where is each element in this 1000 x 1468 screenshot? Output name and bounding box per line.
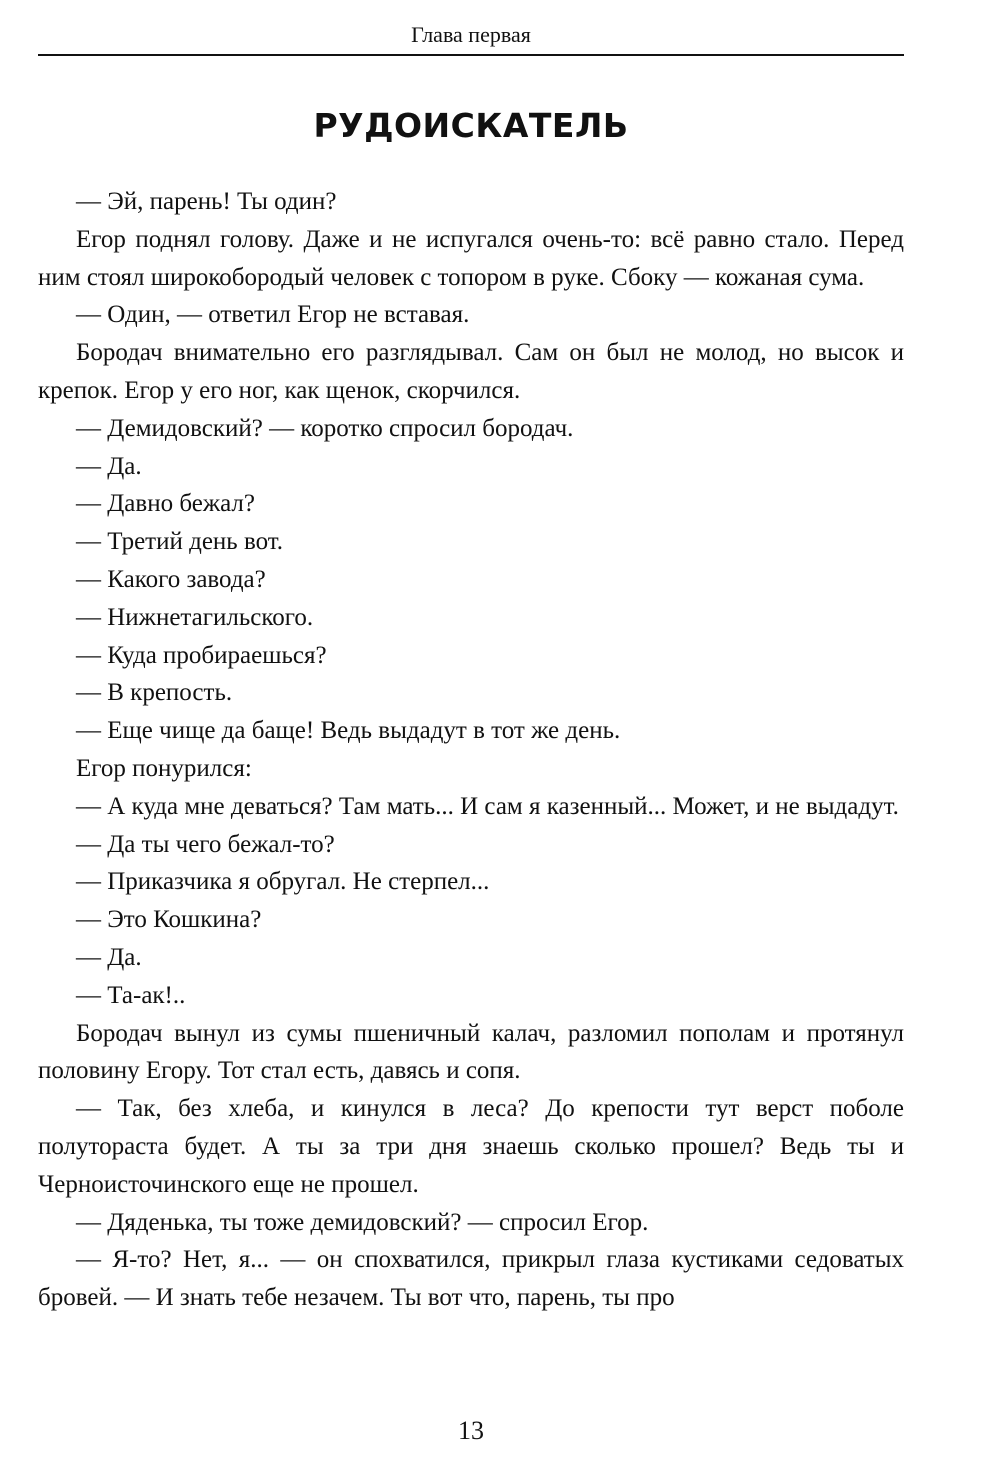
paragraph: — В крепость. <box>76 679 233 707</box>
paragraph: — Третий день вот. <box>76 528 284 556</box>
chapter-title: РУДОИСКАТЕЛЬ <box>313 106 629 145</box>
paragraph: — Та-ак!.. <box>76 981 186 1009</box>
paragraph: — Какого завода? <box>76 565 266 593</box>
paragraph: — Куда пробираешься? <box>76 641 327 669</box>
paragraph: — Да ты чего бежал-то? <box>76 830 335 858</box>
paragraph: — Эй, парень! Ты один? <box>76 188 337 215</box>
paragraph: Егор понурился: <box>76 754 252 782</box>
paragraph: Егор поднял голову. Даже и не испугался очень-то: всё равно стало. Перед ним стоял широкобородый человек с топором в руке. Сбоку — кожаная сума. <box>38 225 904 291</box>
paragraph: — Демидовский? — коротко спросил бородач. <box>76 414 574 442</box>
body-text <box>38 183 904 1317</box>
paragraph: — Нижнетагильского. <box>76 603 314 631</box>
paragraph: — Я-то? Нет, я... — он спохватился, прикрыл глаза кустиками седоватых бровей. — И знать тебе незачем. Ты вот что, парень, ты про <box>38 1246 904 1312</box>
paragraph: — Еще чище да баще! Ведь выдадут в тот же день. <box>76 717 621 745</box>
page-number: 13 <box>458 1416 484 1445</box>
header-rule <box>38 54 904 56</box>
paragraph: — Так, без хлеба, и кинулся в леса? До крепости тут верст поболе полутораста будет. А ты за три дня знаешь сколько прошел? Ведь ты и Черноисточинского еще не прошел. <box>38 1095 904 1198</box>
paragraph: — Давно бежал? <box>76 490 255 518</box>
paragraph: — Один, — ответил Егор не вставая. <box>76 301 470 329</box>
paragraph: — А куда мне деваться? Там мать... И сам я казенный... Может, и не выдадут. <box>76 792 899 820</box>
running-head: Глава первая <box>411 22 531 47</box>
paragraph: Бородач внимательно его разглядывал. Сам он был не молод, но высок и крепок. Егор у его ног, как щенок, скорчился. <box>38 339 904 404</box>
paragraph: — Да. <box>76 943 142 971</box>
paragraph: — Это Кошкина? <box>76 906 262 934</box>
paragraph: — Дяденька, ты тоже демидовский? — спросил Егор. <box>76 1208 649 1236</box>
paragraph: Бородач вынул из сумы пшеничный калач, разломил пополам и протянул половину Егору. Тот стал есть, давясь и сопя. <box>38 1019 904 1085</box>
paragraph: — Приказчика я обругал. Не стерпел... <box>76 868 490 896</box>
paragraph: — Да. <box>76 452 142 480</box>
